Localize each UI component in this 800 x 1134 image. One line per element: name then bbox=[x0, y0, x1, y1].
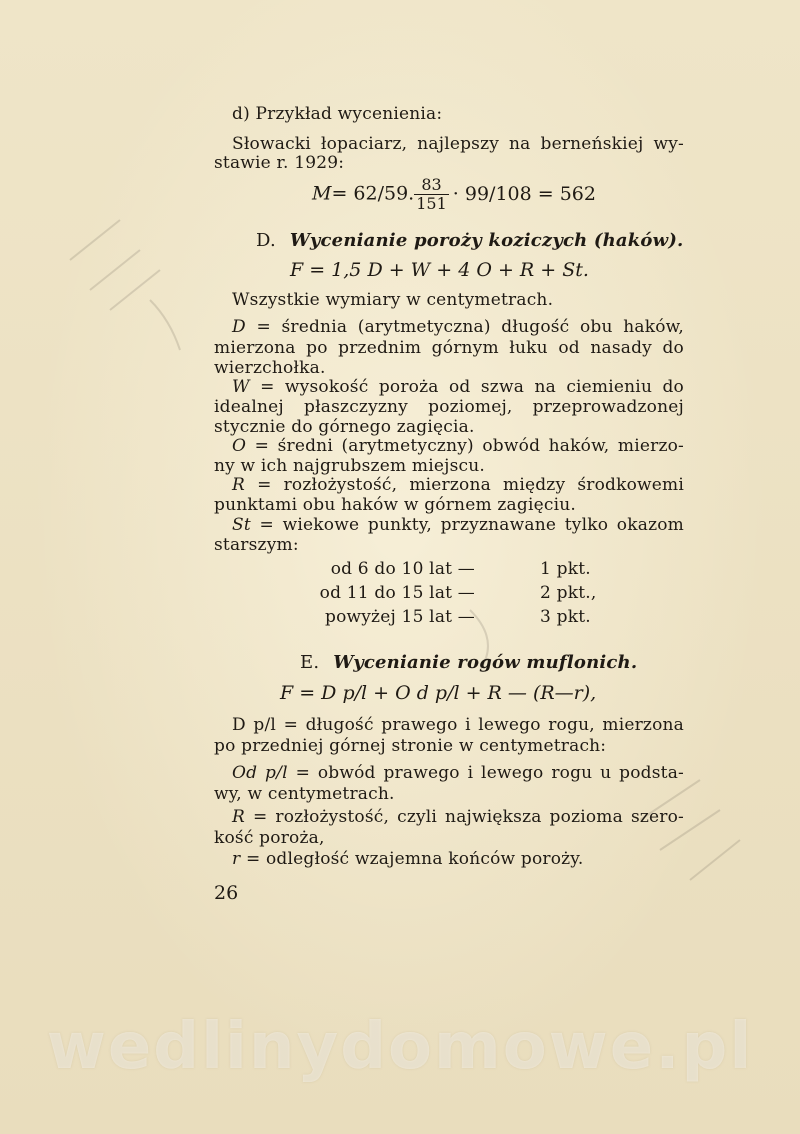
definition-line: punktami obu haków w górnem zagięciu. bbox=[214, 495, 576, 515]
definition-symbol: W bbox=[232, 377, 250, 397]
definition-symbol: D bbox=[232, 317, 246, 337]
definition-line: ny w ich najgrubszem miejscu. bbox=[214, 456, 485, 476]
example-heading: d) Przykład wycenienia: bbox=[232, 104, 443, 124]
formula-f1: F = 1,5 D + W + 4 O + R + St. bbox=[290, 259, 589, 281]
definition-text: = długość prawego i lewego rogu, mierzona bbox=[283, 715, 684, 735]
fraction-numerator: 83 bbox=[414, 176, 449, 195]
definition-line bbox=[232, 474, 684, 496]
age-range: powyżej 15 lat — bbox=[324, 607, 475, 627]
site-watermark: wedlinydomowe.pl bbox=[46, 1010, 754, 1084]
definition-text: = odległość wzajemna końców poroży. bbox=[245, 849, 584, 869]
formula-m bbox=[312, 176, 596, 213]
definition-line bbox=[232, 316, 684, 338]
definition-line: wierzchołka. bbox=[214, 358, 326, 378]
definition-line bbox=[232, 806, 684, 828]
definition-symbol: O bbox=[232, 436, 247, 456]
definition-line bbox=[232, 514, 684, 536]
definition-line: starszym: bbox=[214, 535, 299, 555]
definition-line: idealnej płaszczyzny poziomej, przeprowadzonej bbox=[214, 397, 684, 417]
section-e-heading bbox=[300, 652, 637, 674]
example-text-line: stawie r. 1929: bbox=[214, 153, 345, 173]
definition-symbol: R bbox=[232, 807, 245, 827]
formula-m-rest: · 99/108 = 562 bbox=[452, 182, 596, 205]
definition-text: = średni (arytmetyczny) obwód haków, mierzo- bbox=[254, 436, 684, 456]
definition-text: = wiekowe punkty, przyznawane tylko okazom bbox=[259, 515, 684, 535]
formula-f2: F = D p/l + O d p/l + R — (R—r), bbox=[280, 682, 597, 704]
definition-line: po przedniej górnej stronie w centymetrach: bbox=[214, 736, 607, 756]
definition-text: = wysokość poroża od szwa na ciemieniu do bbox=[260, 377, 684, 397]
age-points: 2 pkt., bbox=[540, 583, 597, 603]
definition-text: = średnia (arytmetyczna) długość obu haków, bbox=[256, 317, 684, 337]
age-range: od 11 do 15 lat — bbox=[319, 583, 475, 603]
age-points: 3 pkt. bbox=[540, 607, 591, 627]
definition-line bbox=[232, 435, 684, 457]
age-range: od 6 do 10 lat — bbox=[330, 559, 475, 579]
definition-text: = rozłożystość, czyli największa pozioma szero- bbox=[253, 807, 684, 827]
definition-symbol: St bbox=[232, 515, 251, 535]
age-points: 1 pkt. bbox=[540, 559, 591, 579]
definition-line: stycznie do górnego zagięcia. bbox=[214, 417, 475, 437]
definition-symbol: R bbox=[232, 475, 245, 495]
formula-m-lhs: M bbox=[312, 182, 332, 205]
formula-m-eq: = 62/59. bbox=[331, 182, 415, 205]
definition-line bbox=[232, 762, 684, 784]
formula-m-fraction bbox=[414, 176, 449, 213]
definition-symbol: r bbox=[232, 849, 241, 869]
definition-line: wy, w centymetrach. bbox=[214, 784, 395, 804]
section-title: Wycenianie poroży koziczych (haków). bbox=[289, 230, 684, 251]
definition-line bbox=[232, 848, 583, 870]
definition-symbol: D p/l bbox=[232, 715, 277, 735]
definition-line: kość poroża, bbox=[214, 828, 325, 848]
definition-line: mierzona po przednim górnym łuku od nasady do bbox=[214, 338, 684, 358]
units-note: Wszystkie wymiary w centymetrach. bbox=[232, 290, 554, 310]
section-letter: E. bbox=[300, 652, 320, 673]
example-text-line: Słowacki łopaciarz, najlepszy na berneńskiej wy- bbox=[232, 134, 684, 154]
section-letter: D. bbox=[256, 230, 276, 251]
definition-text: = rozłożystość, mierzona między środkowemi bbox=[257, 475, 685, 495]
page-number: 26 bbox=[214, 882, 239, 904]
fraction-denominator: 151 bbox=[416, 194, 447, 213]
definition-symbol: Od p/l bbox=[232, 763, 288, 783]
definition-text: = obwód prawego i lewego rogu u podsta- bbox=[295, 763, 684, 783]
definition-line bbox=[232, 714, 684, 736]
section-title: Wycenianie rogów muflonich. bbox=[333, 652, 638, 673]
section-d-heading bbox=[256, 230, 684, 252]
definition-line bbox=[232, 376, 684, 398]
